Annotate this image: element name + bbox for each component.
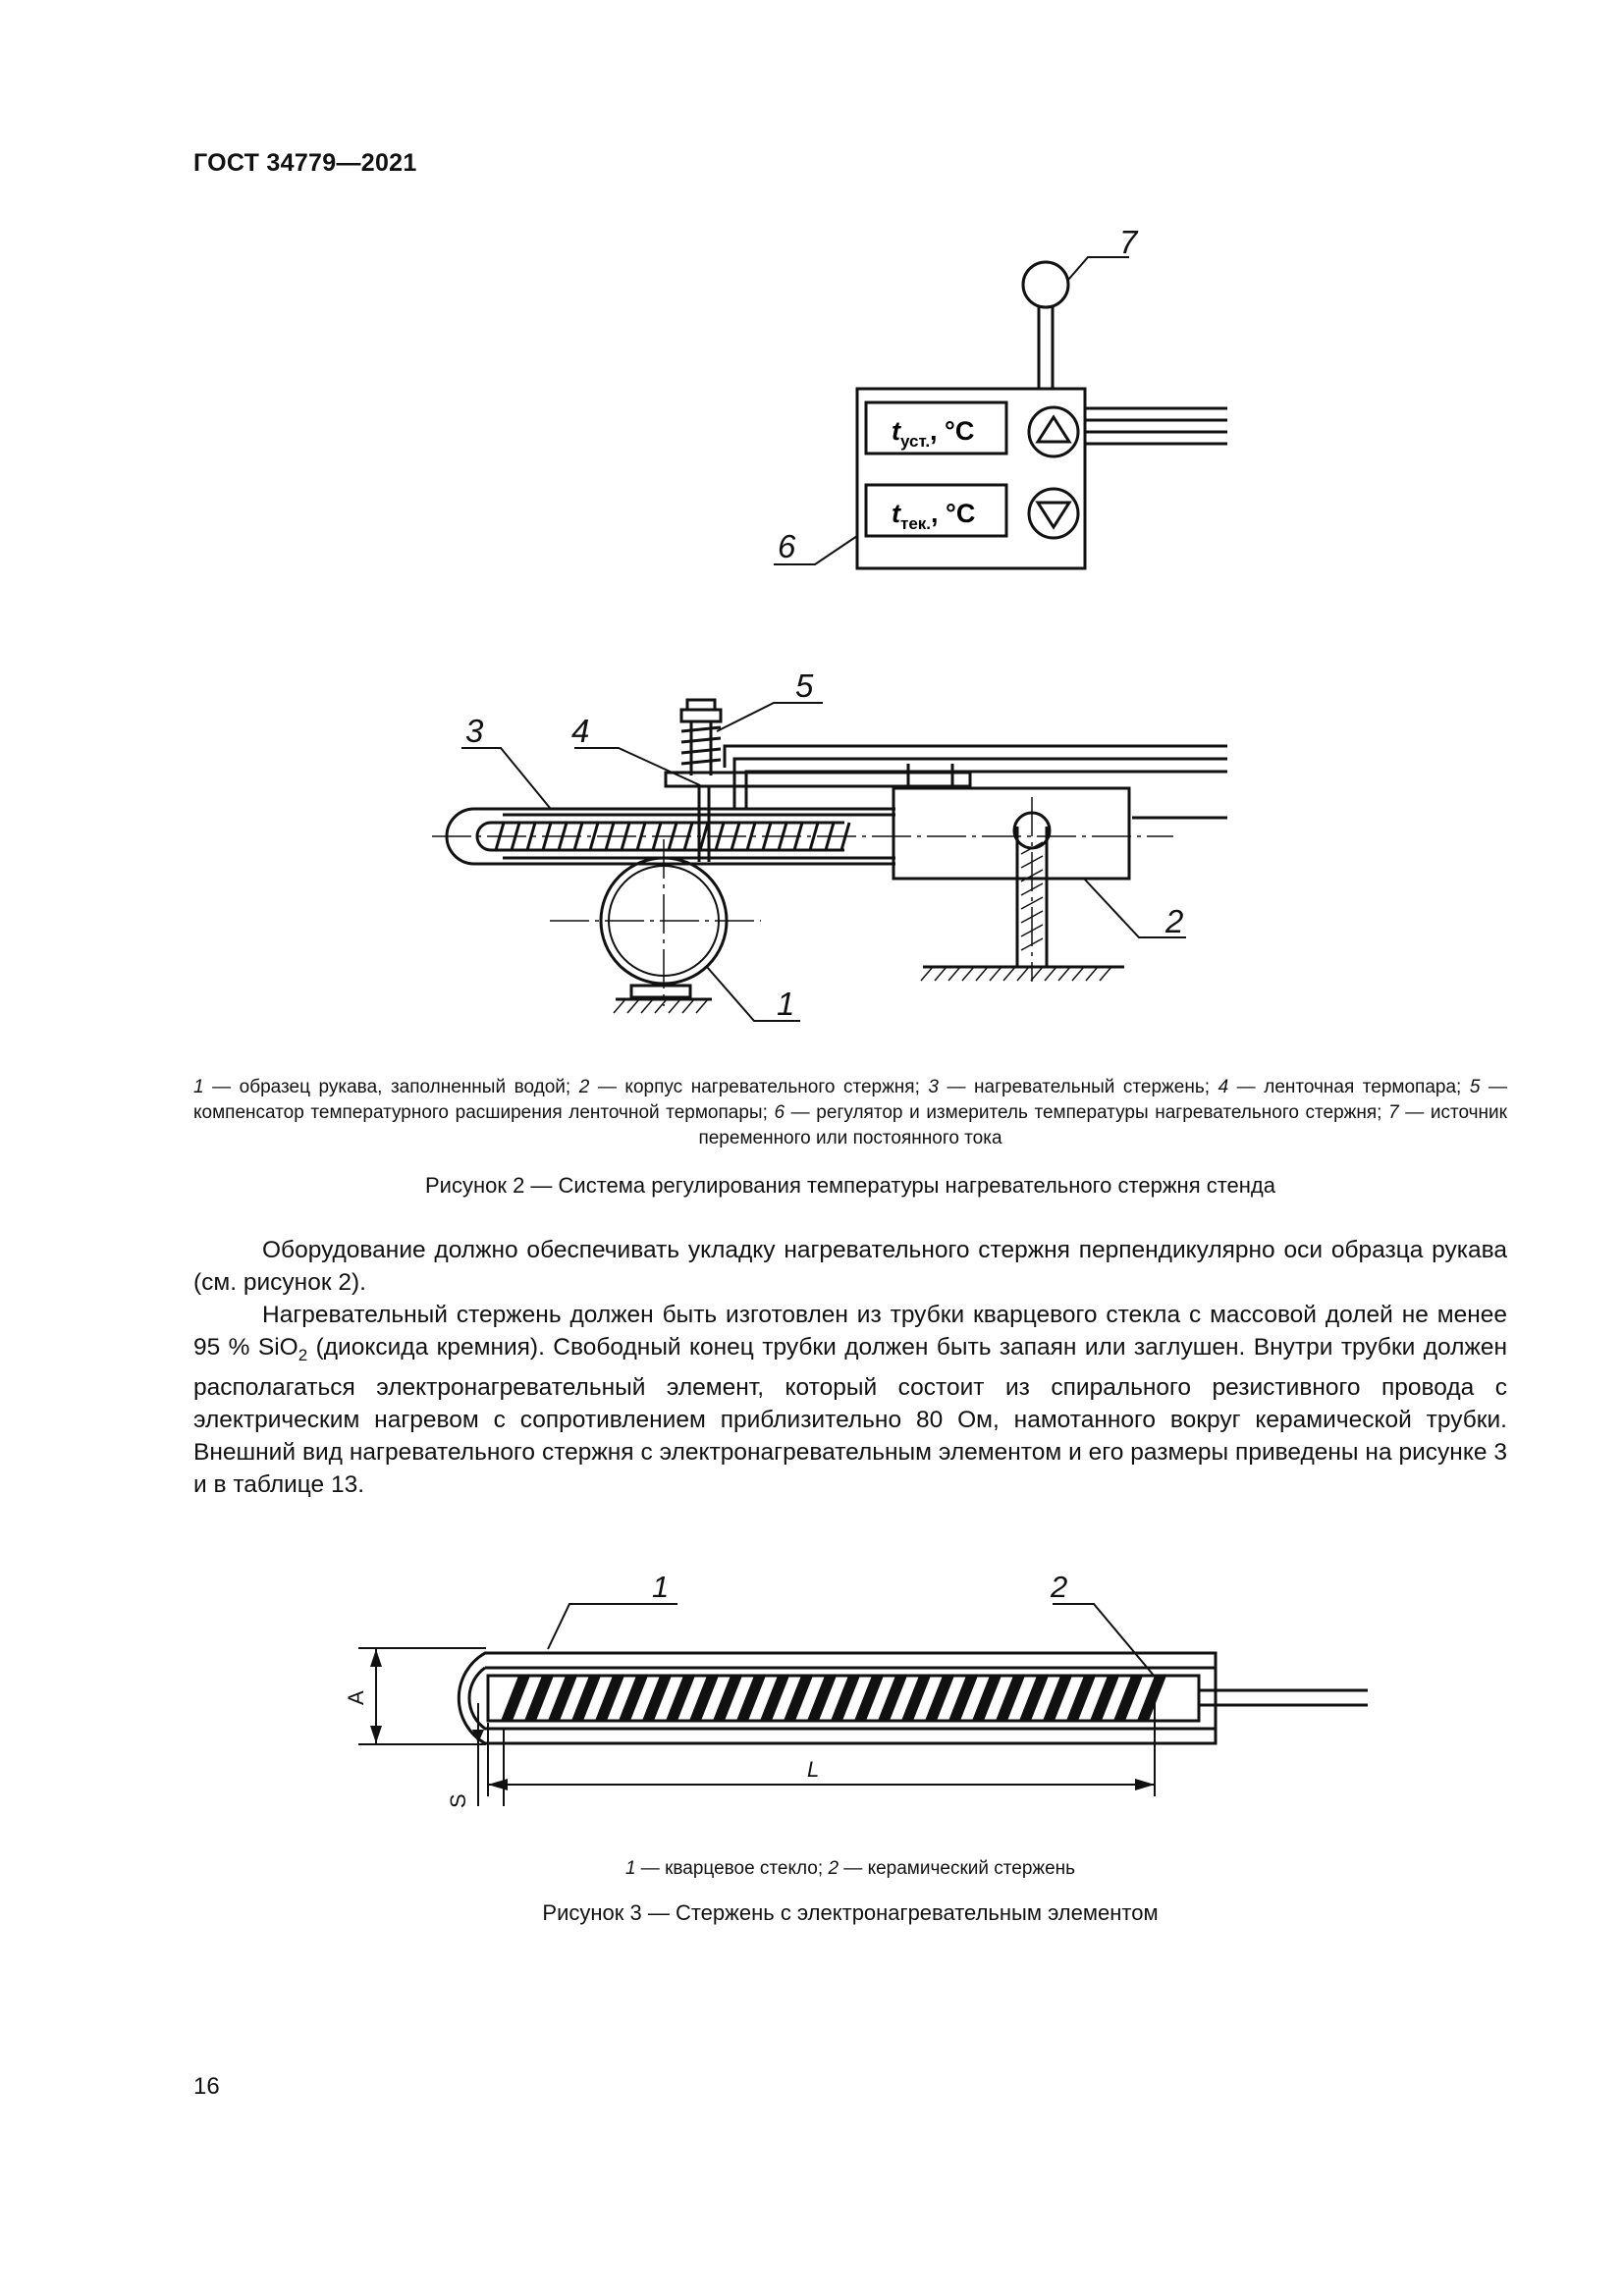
callout-4: 4 <box>571 713 590 749</box>
dimension-s-label: S <box>446 1793 470 1808</box>
callout-6: 6 <box>778 528 796 564</box>
set-temp-label: $t_{уст.}$, °С <box>892 416 975 451</box>
figure-3-diagram <box>344 1556 1375 1831</box>
figure-2-legend: 1 — образец рукава, заполненный водой; 2 — корпус нагревательного стержня; 3 — нагревательный стержень; 4 — ленточная термопара; 5 — компенсатор температурного расширения ленточной термопары; 6 — регулятор и измеритель температуры нагревательного стержня; 7 — источник переменного или постоянного тока <box>193 1077 1508 1148</box>
figure-3-caption: Рисунок 3 — Стержень с электронагревательным элементом <box>542 1900 1159 1925</box>
callout-1: 1 <box>777 986 795 1022</box>
callout-2: 2 <box>1165 903 1184 939</box>
power-source-knob <box>1023 262 1068 307</box>
rod-housing <box>893 788 1129 879</box>
figure-2-caption: Рисунок 2 — Система регулирования температуры нагревательного стержня стенда <box>424 1173 1276 1198</box>
callout-5: 5 <box>795 667 814 704</box>
figure-2-diagram <box>393 211 1227 1045</box>
figure-3-legend: 1 — кварцевое стекло; 2 — керамический стержень <box>624 1858 1076 1879</box>
body-text <box>193 1234 1507 1501</box>
paragraph-2: Нагревательный стержень должен быть изготовлен из трубки кварцевого стекла с массовой долей не менее 95 % SiO$_2$ (диоксида кремния). Свободный конец трубки должен быть запаян или заглушен. Внутри трубки должен располагаться электронагревательный элемент, который состоит из спирального резистивного провода с электрическим нагревом с сопротивлением приблизительно 80 Ом, намотанного вокруг керамической трубки. Внешний вид нагревательного стержня с электронагревательным элементом и его размеры приведены на рисунке 3 и в таблице 13. <box>193 1302 1507 1498</box>
dimension-l-label: L <box>807 1757 820 1782</box>
document-header: ГОСТ 34779—2021 <box>193 149 417 177</box>
dimension-a-label: A <box>344 1690 368 1705</box>
paragraph-1: Оборудование должно обеспечивать укладку нагревательного стержня перпендикулярно оси образца рукава (см. рисунок 2). <box>193 1237 1507 1296</box>
page-number: 16 <box>193 2073 220 2100</box>
callout-1: 1 <box>652 1570 670 1604</box>
callout-7: 7 <box>1119 224 1138 260</box>
callout-2: 2 <box>1051 1570 1068 1604</box>
down-arrow-icon <box>1029 489 1078 538</box>
current-temp-label: $t_{тек.}$, °С <box>892 499 976 533</box>
callout-3: 3 <box>465 713 484 749</box>
